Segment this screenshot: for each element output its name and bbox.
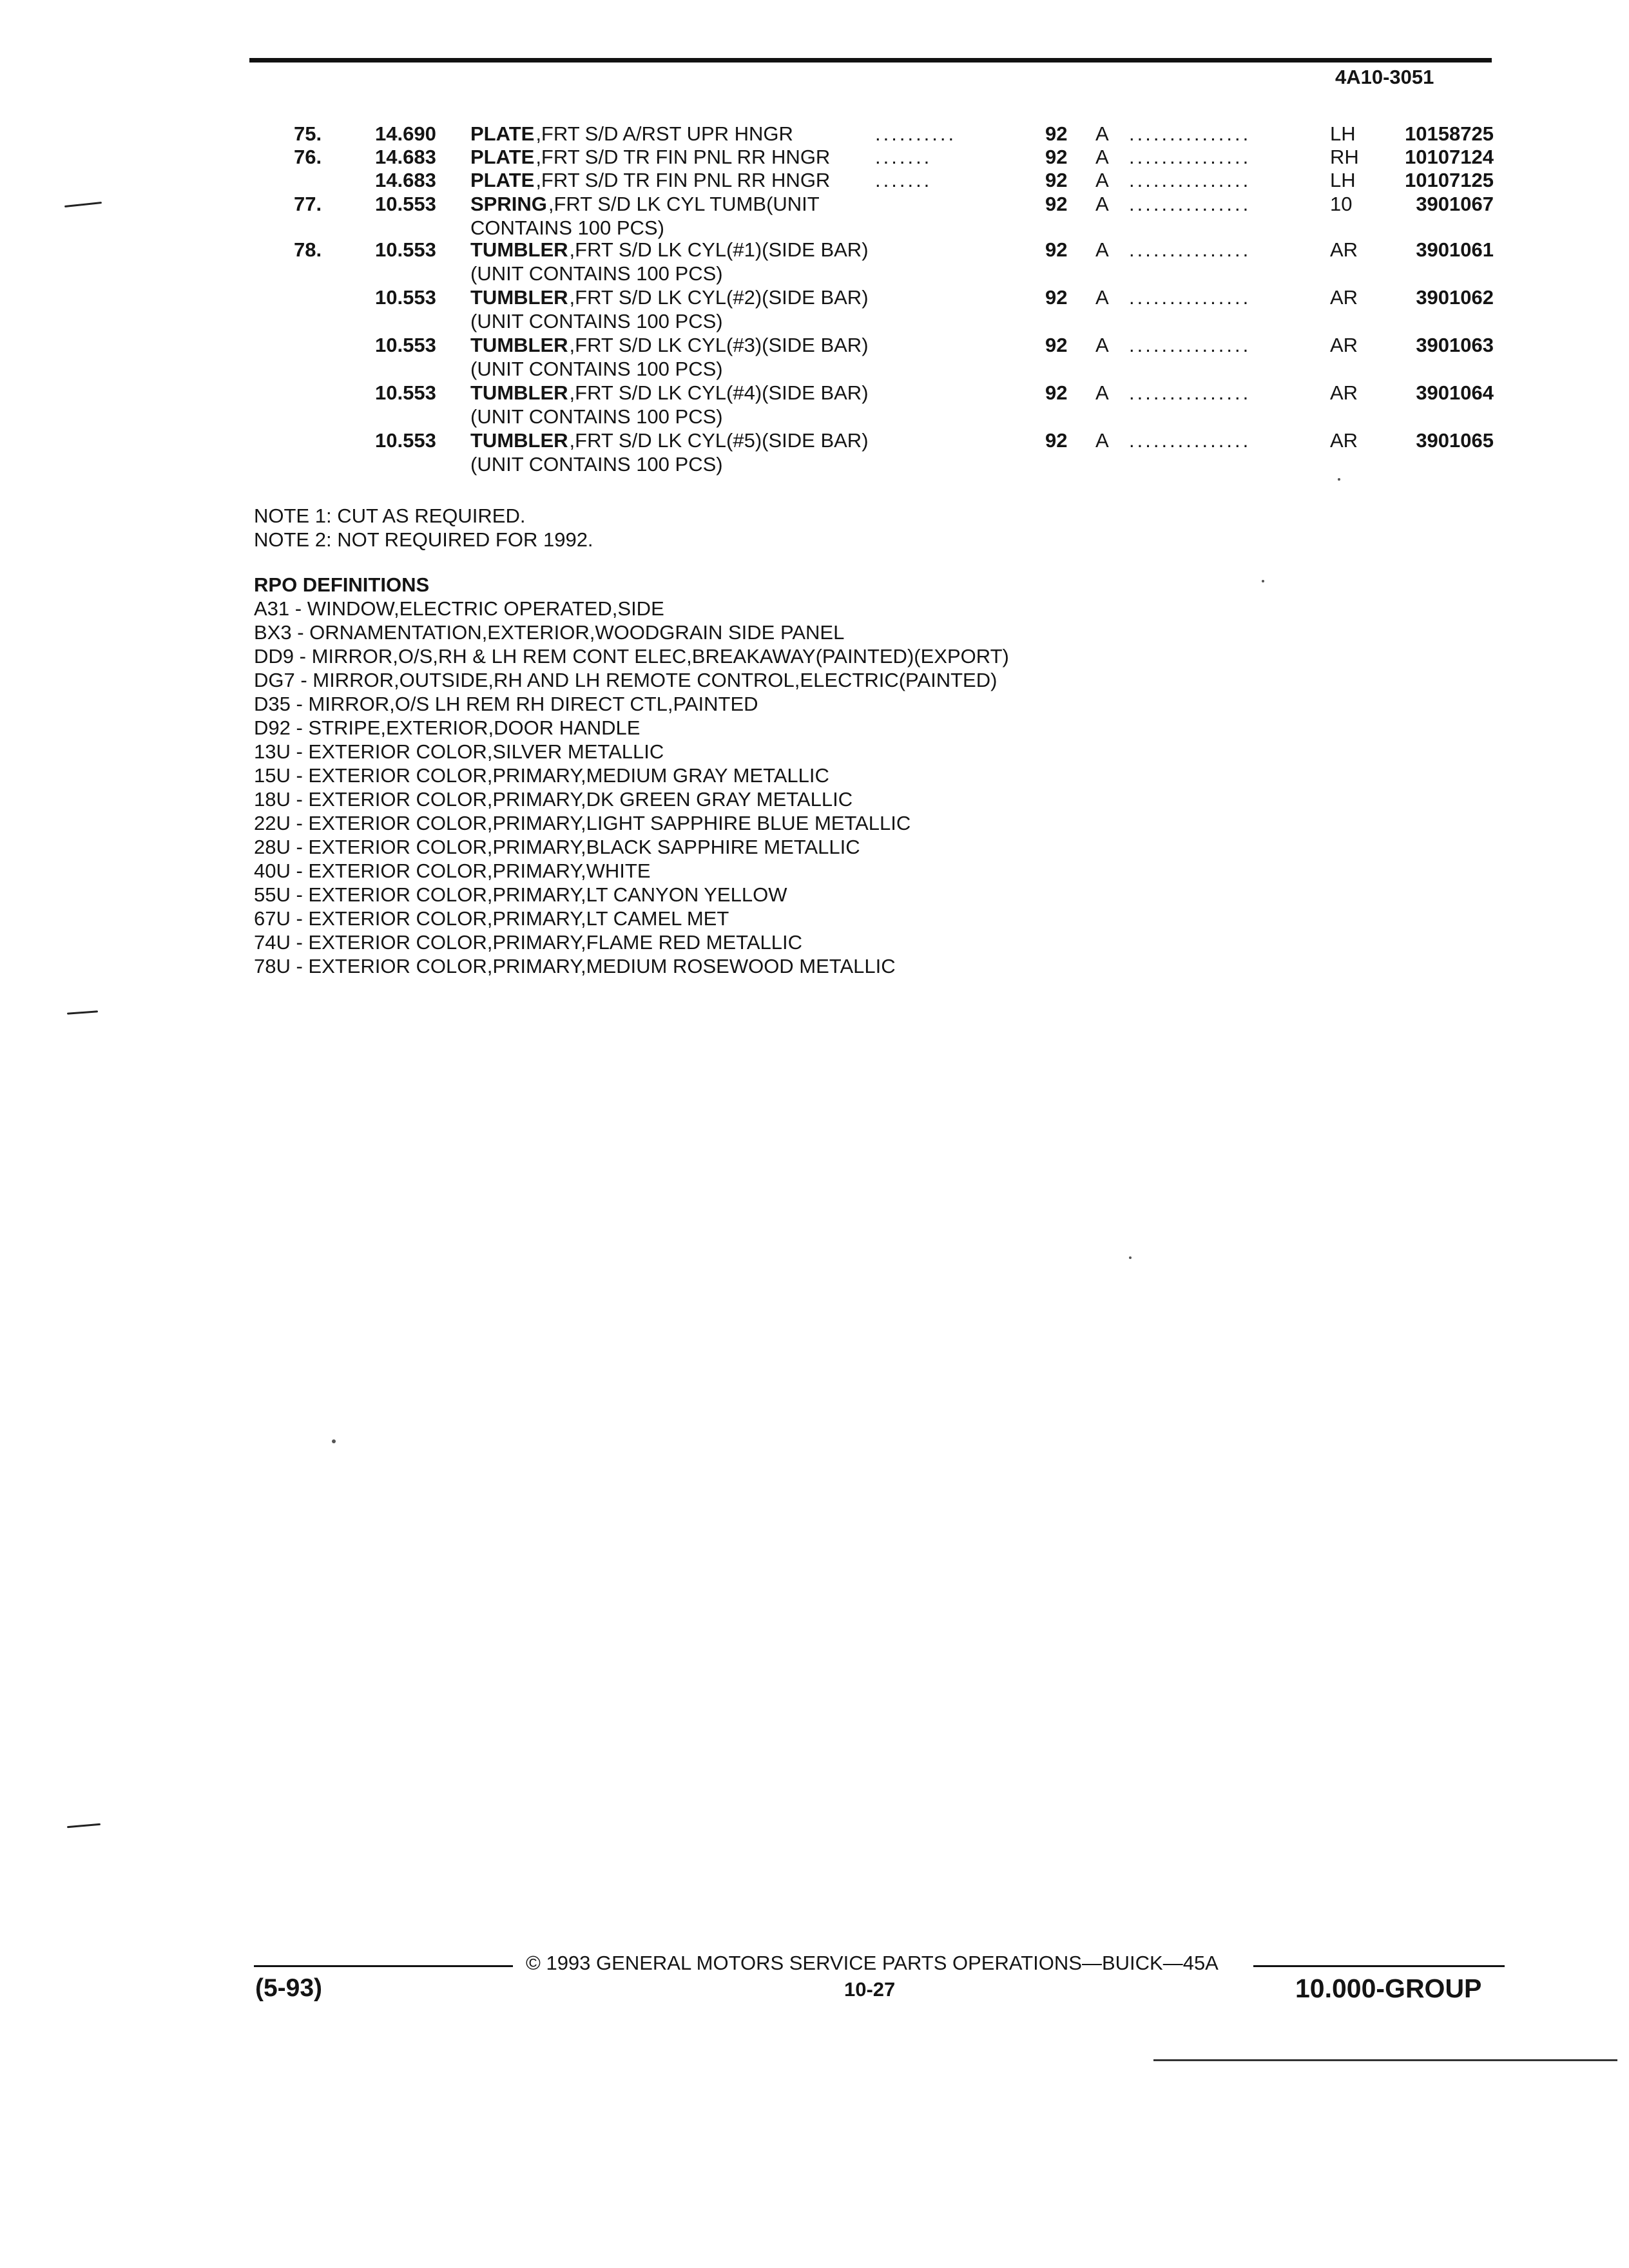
rpo-definition: DD9 - MIRROR,O/S,RH & LH REM CONT ELEC,BREAKAWAY(PAINTED)(EXPORT) (254, 645, 1009, 668)
part-name: SPRING (470, 193, 547, 215)
part-name: PLATE (470, 146, 535, 168)
quantity: 92 (1045, 381, 1068, 404)
part-number: 10107125 (1405, 169, 1494, 191)
rpo-definition: 15U - EXTERIOR COLOR,PRIMARY,MEDIUM GRAY METALLIC (254, 764, 829, 787)
side: 10 (1330, 193, 1353, 215)
rpo-definition: D92 - STRIPE,EXTERIOR,DOOR HANDLE (254, 716, 641, 739)
part-number: 3901061 (1416, 238, 1494, 261)
footer-rule-left (254, 1965, 513, 1967)
series: A (1095, 122, 1109, 145)
part-description-continued: (UNIT CONTAINS 100 PCS) (470, 358, 723, 380)
quantity: 92 (1045, 146, 1068, 168)
part-name: PLATE (470, 169, 535, 191)
part-number: 10158725 (1405, 122, 1494, 145)
side: LH (1330, 169, 1356, 191)
scan-bottom-line (1153, 2059, 1617, 2061)
part-description-continued: (UNIT CONTAINS 100 PCS) (470, 405, 723, 428)
quantity: 92 (1045, 193, 1068, 215)
header-rule (249, 58, 1492, 62)
group-number: 14.690 (375, 122, 436, 145)
part-number: 3901067 (1416, 193, 1494, 215)
rpo-definition: 28U - EXTERIOR COLOR,PRIMARY,BLACK SAPPHIRE METALLIC (254, 836, 860, 858)
part-number: 3901065 (1416, 429, 1494, 452)
dot-leader: ....... (875, 146, 932, 168)
part-description: ,FRT S/D LK CYL(#2)(SIDE BAR) (569, 286, 869, 309)
part-description: ,FRT S/D LK CYL(#4)(SIDE BAR) (569, 381, 869, 404)
part-name: TUMBLER (470, 238, 568, 261)
part-description: ,FRT S/D A/RST UPR HNGR (535, 122, 793, 145)
rpo-definition: DG7 - MIRROR,OUTSIDE,RH AND LH REMOTE CONTROL,ELECTRIC(PAINTED) (254, 669, 998, 691)
group-number: 10.553 (375, 193, 436, 215)
side: LH (1330, 122, 1356, 145)
group-number: 10.553 (375, 286, 436, 309)
group-number: 10.553 (375, 381, 436, 404)
part-number: 10107124 (1405, 146, 1494, 168)
side: AR (1330, 334, 1358, 356)
item-number: 77. (294, 193, 322, 215)
series: A (1095, 146, 1109, 168)
footer-group: 10.000-GROUP (1295, 1974, 1482, 2003)
dot-leader: ....... (875, 169, 932, 191)
quantity: 92 (1045, 238, 1068, 261)
dot-leader: ............... (1129, 381, 1251, 404)
part-name: TUMBLER (470, 429, 568, 452)
footer-copyright: © 1993 GENERAL MOTORS SERVICE PARTS OPERATIONS—BUICK—45A (526, 1952, 1219, 1974)
rpo-definition: 78U - EXTERIOR COLOR,PRIMARY,MEDIUM ROSEWOOD METALLIC (254, 955, 896, 977)
dot-leader: ............... (1129, 429, 1251, 452)
series: A (1095, 238, 1109, 261)
part-description: ,FRT S/D LK CYL(#1)(SIDE BAR) (569, 238, 869, 261)
part-number: 3901063 (1416, 334, 1494, 356)
rpo-definition: 22U - EXTERIOR COLOR,PRIMARY,LIGHT SAPPHIRE BLUE METALLIC (254, 812, 911, 834)
item-number: 78. (294, 238, 322, 261)
rpo-definition: 74U - EXTERIOR COLOR,PRIMARY,FLAME RED METALLIC (254, 931, 802, 954)
series: A (1095, 429, 1109, 452)
series: A (1095, 169, 1109, 191)
dot-leader: ............... (1129, 122, 1251, 145)
rpo-definition: BX3 - ORNAMENTATION,EXTERIOR,WOODGRAIN SIDE PANEL (254, 621, 845, 644)
group-number: 10.553 (375, 238, 436, 261)
dot-leader: ............... (1129, 334, 1251, 356)
note-2: NOTE 2: NOT REQUIRED FOR 1992. (254, 528, 593, 551)
quantity: 92 (1045, 286, 1068, 309)
side: AR (1330, 238, 1358, 261)
part-description-continued: (UNIT CONTAINS 100 PCS) (470, 262, 723, 285)
item-number: 76. (294, 146, 322, 168)
series: A (1095, 286, 1109, 309)
scan-mark (67, 1010, 98, 1014)
part-description-continued: (UNIT CONTAINS 100 PCS) (470, 453, 723, 476)
side: AR (1330, 381, 1358, 404)
part-name: PLATE (470, 122, 535, 145)
group-number: 14.683 (375, 146, 436, 168)
footer-date-code: (5-93) (255, 1974, 323, 2002)
rpo-definition: 18U - EXTERIOR COLOR,PRIMARY,DK GREEN GRAY METALLIC (254, 788, 853, 811)
rpo-definition: D35 - MIRROR,O/S LH REM RH DIRECT CTL,PAINTED (254, 693, 758, 715)
quantity: 92 (1045, 429, 1068, 452)
part-description: ,FRT S/D LK CYL(#5)(SIDE BAR) (569, 429, 869, 452)
dot-leader: ............... (1129, 146, 1251, 168)
dot-leader: ............... (1129, 169, 1251, 191)
part-name: TUMBLER (470, 381, 568, 404)
scan-speck (1262, 580, 1264, 582)
side: RH (1330, 146, 1359, 168)
part-name: TUMBLER (470, 286, 568, 309)
quantity: 92 (1045, 169, 1068, 191)
item-number: 75. (294, 122, 322, 145)
group-number: 14.683 (375, 169, 436, 191)
part-number: 3901064 (1416, 381, 1494, 404)
side: AR (1330, 286, 1358, 309)
part-name: TUMBLER (470, 334, 568, 356)
series: A (1095, 193, 1109, 215)
dot-leader: ............... (1129, 286, 1251, 309)
footer-rule-right (1253, 1965, 1505, 1967)
part-description-continued: (UNIT CONTAINS 100 PCS) (470, 310, 723, 332)
scan-mark (64, 202, 102, 207)
series: A (1095, 381, 1109, 404)
dot-leader: ............... (1129, 193, 1251, 215)
rpo-definition: 55U - EXTERIOR COLOR,PRIMARY,LT CANYON YELLOW (254, 883, 787, 906)
note-1: NOTE 1: CUT AS REQUIRED. (254, 505, 526, 527)
dot-leader: ............... (1129, 238, 1251, 261)
rpo-definition: A31 - WINDOW,ELECTRIC OPERATED,SIDE (254, 597, 664, 620)
quantity: 92 (1045, 122, 1068, 145)
group-number: 10.553 (375, 334, 436, 356)
group-number: 10.553 (375, 429, 436, 452)
side: AR (1330, 429, 1358, 452)
rpo-definition: 13U - EXTERIOR COLOR,SILVER METALLIC (254, 740, 664, 763)
part-description: ,FRT S/D TR FIN PNL RR HNGR (535, 169, 831, 191)
dot-leader: .......... (875, 122, 957, 145)
scan-speck (1338, 478, 1340, 481)
rpo-definition: 40U - EXTERIOR COLOR,PRIMARY,WHITE (254, 860, 651, 882)
part-description: ,FRT S/D LK CYL TUMB(UNIT (548, 193, 820, 215)
quantity: 92 (1045, 334, 1068, 356)
page-code: 4A10-3051 (1335, 66, 1434, 88)
part-description: ,FRT S/D TR FIN PNL RR HNGR (535, 146, 831, 168)
rpo-definition: 67U - EXTERIOR COLOR,PRIMARY,LT CAMEL MET (254, 907, 729, 930)
part-number: 3901062 (1416, 286, 1494, 309)
scan-mark (67, 1823, 101, 1829)
scan-speck (1129, 1256, 1132, 1259)
part-description: ,FRT S/D LK CYL(#3)(SIDE BAR) (569, 334, 869, 356)
part-description-continued: CONTAINS 100 PCS) (470, 216, 664, 239)
scan-speck (332, 1439, 336, 1443)
footer-page-number: 10-27 (844, 1978, 896, 2001)
series: A (1095, 334, 1109, 356)
rpo-heading: RPO DEFINITIONS (254, 573, 430, 596)
